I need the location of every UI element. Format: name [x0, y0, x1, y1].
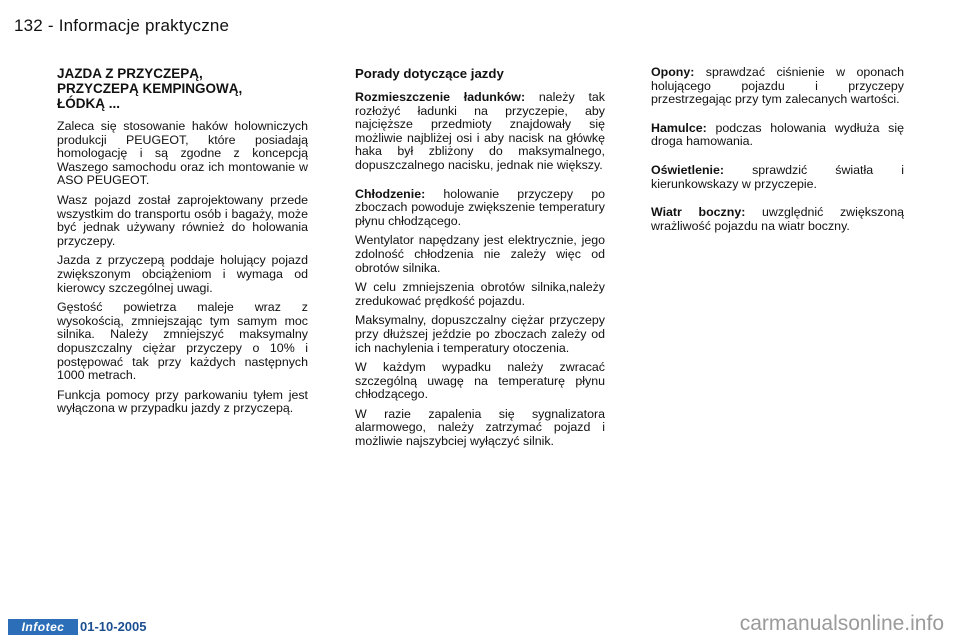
tyres-text: sprawdzać ciśnienie w oponach holującego pojazdu i przyczepy przestrzegając przy tym zalecanych wartości. [651, 65, 904, 107]
cooling-paragraph: Wentylator napędzany jest elektrycznie, jego zdolność chłodzenia nie zależy więc od obrotów silnika. [355, 233, 605, 275]
loading-label: Rozmieszczenie ładunków: [355, 90, 526, 104]
tyres-paragraph [651, 66, 904, 107]
lighting-text: sprawdzić światła i kierunkowskazy w przyczepie. [651, 162, 904, 191]
brakes-text: podczas holowania wydłuża się droga hamowania. [651, 120, 904, 149]
cooling-paragraph: Maksymalny, dopuszczalny ciężar przyczepy przy dłuższej jeździe po zboczach zależy od ich nachylenia i temperatury otoczenia. [355, 313, 605, 355]
loading-paragraph [355, 91, 605, 173]
crosswind-text: uwzględnić zwiększoną wrażliwość pojazdu na wiatr boczny. [651, 205, 905, 233]
cooling-paragraph: W celu zmniejszenia obrotów silnika,należy zredukować prędkość pojazdu. [355, 280, 605, 308]
towing-title-line: PRZYCZEPĄ KEMPINGOWĄ, [57, 81, 243, 96]
brakes-label: Hamulce: [651, 120, 707, 135]
cooling-paragraph: W każdym wypadku należy zwracać szczególną uwagę na temperaturę płynu chłodzącego. [355, 360, 605, 402]
towing-paragraph: Funkcja pomocy przy parkowaniu tyłem jest wyłączona w przypadku jazdy z przyczepą. [57, 387, 308, 416]
towing-title-line: ŁÓDKĄ ... [57, 96, 120, 111]
infotec-logo: Infotec [8, 619, 78, 635]
watermark: carmanualsonline.info [739, 612, 944, 635]
column-driving-tips [355, 66, 605, 455]
page-header [14, 16, 229, 36]
lighting-paragraph [651, 164, 904, 191]
cooling-label: Chłodzenie: [355, 186, 426, 201]
towing-paragraph: Wasz pojazd został zaprojektowany przede wszystkim do transportu osób i bagaży, może być jednak używany również do holowania przyczepy. [57, 192, 308, 248]
towing-paragraph: Zaleca się stosowanie haków holowniczych produkcji PEUGEOT, które posiadają homologację i są zgodne z koncepcją Waszego samochodu oraz ich montowanie w ASO PEUGEOT. [57, 119, 308, 188]
footer-date: 01-10-2005 [80, 619, 147, 634]
towing-title-line: JAZDA Z PRZYCZEPĄ, [57, 66, 203, 81]
column-checks [651, 66, 904, 239]
cooling-text: holowanie przyczepy po zboczach powoduje zwiększenie temperatury płynu chłodzącego. [355, 186, 605, 228]
towing-paragraph: Jazda z przyczepą poddaje holujący pojazd zwiększonym obciążeniom i wymaga od kierowcy szczególnej uwagi. [57, 253, 308, 295]
towing-paragraph: Gęstość powietrza maleje wraz z wysokością, zmniejszając tym samym moc silnika. Należy zmniejszyć maksymalny dopuszczalny ciężar przyczepy o 10% i postępować tak przy każdych następnych 1000 metrach. [57, 300, 308, 383]
lighting-label: Oświetlenie: [651, 162, 724, 177]
header-separator: - [47, 16, 54, 35]
brakes-paragraph [651, 122, 904, 149]
crosswind-paragraph [651, 206, 904, 233]
driving-tips-title: Porady dotyczące jazdy [355, 66, 504, 81]
cooling-paragraph: W razie zapalenia się sygnalizatora alarmowego, należy zatrzymać pojazd i możliwie najszybciej wyłączyć silnik. [355, 406, 605, 449]
tyres-label: Opony: [651, 65, 695, 79]
column-towing [57, 66, 308, 422]
page-number: 132 [14, 16, 43, 35]
towing-title [57, 66, 308, 111]
section-title: Informacje praktyczne [58, 16, 230, 35]
loading-text: należy tak rozłożyć ładunki na przyczepie, aby najcięższe przedmioty znajdowały się możliwie najbliżej osi i aby nacisk na główkę haka był zbliżony do maksymalnego, dopuszczalnego nacisku, jednak nie większy. [355, 90, 605, 172]
crosswind-label: Wiatr boczny: [651, 205, 746, 220]
cooling-paragraph [355, 188, 605, 229]
